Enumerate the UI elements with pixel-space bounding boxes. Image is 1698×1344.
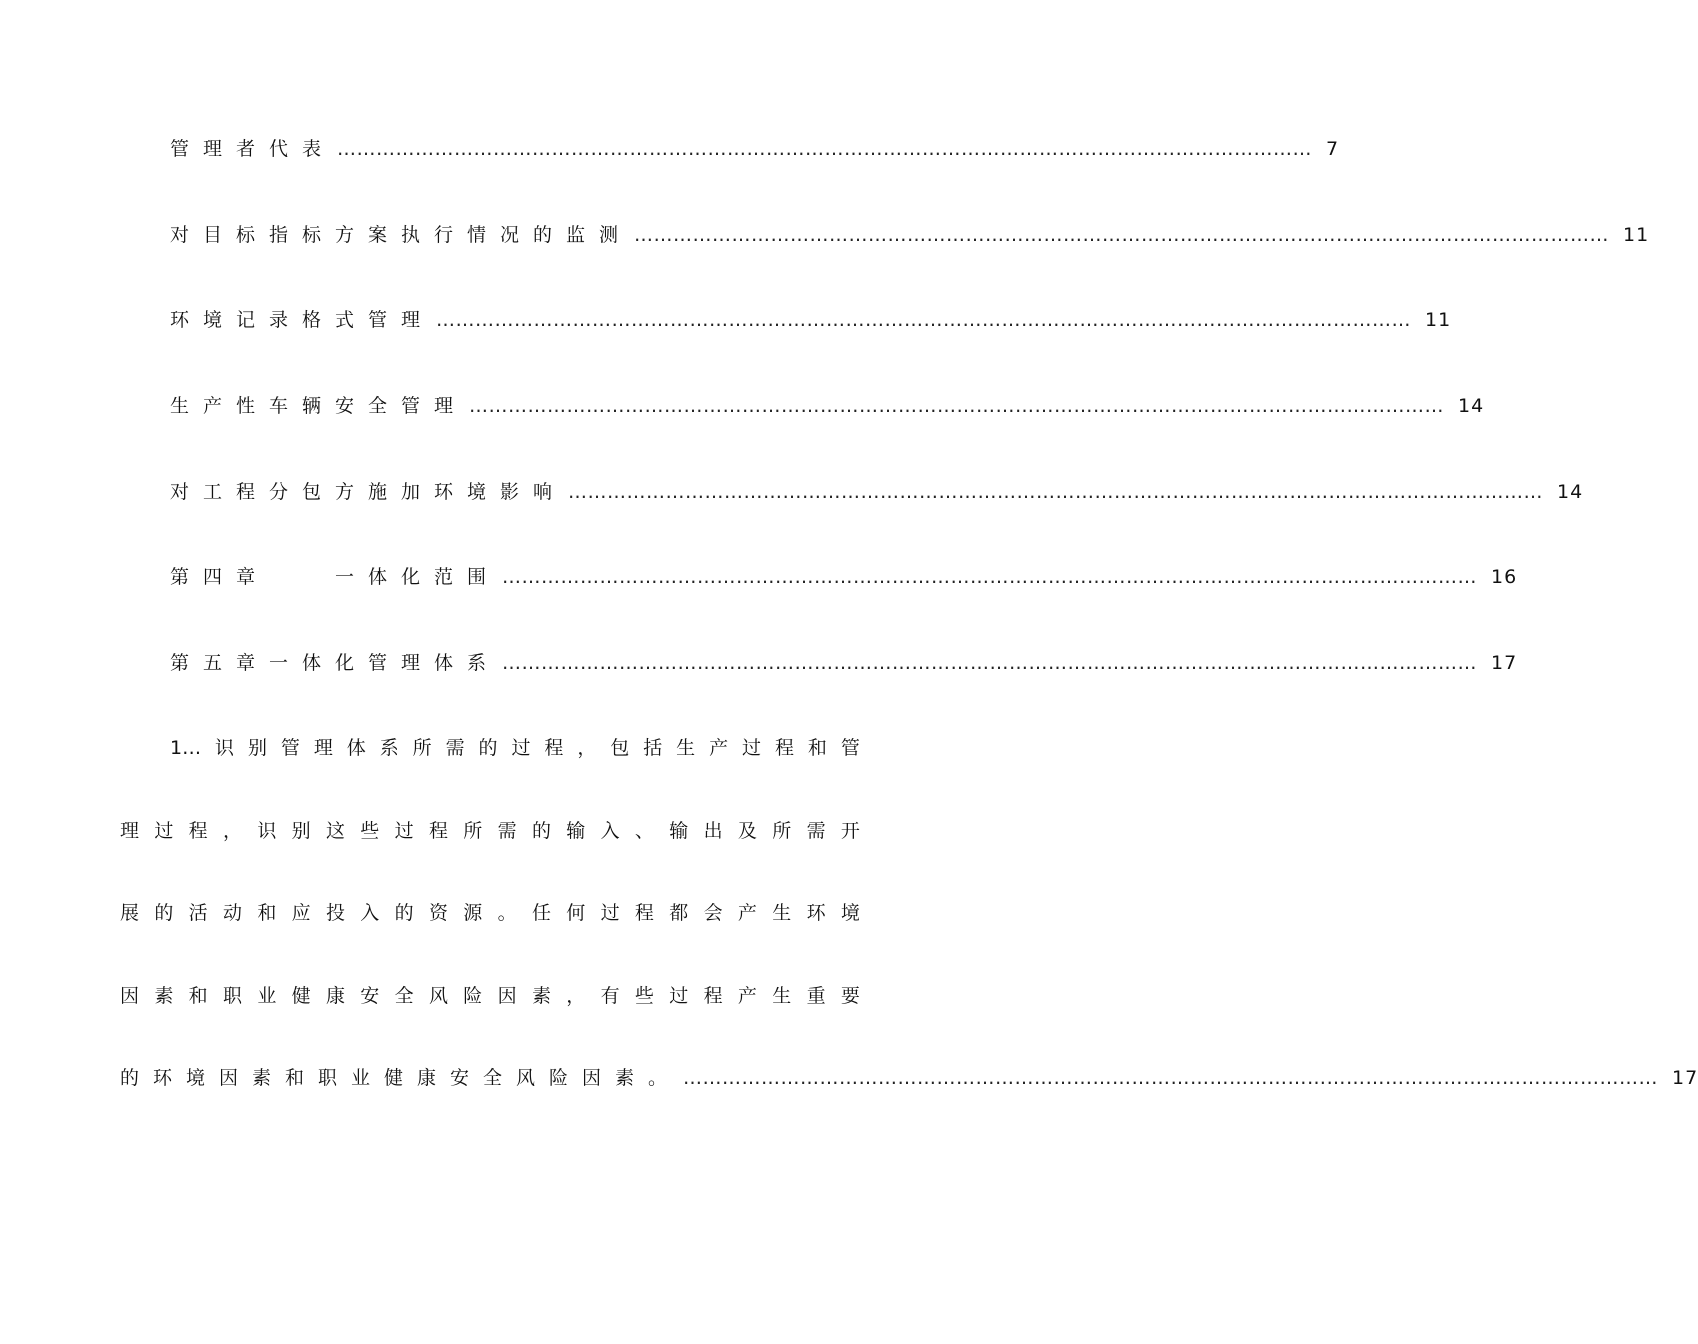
paragraph-char: 何 <box>566 902 586 924</box>
paragraph-char: 有 <box>600 985 620 1007</box>
paragraph-char: 别 <box>291 820 311 842</box>
toc-leader-dots: …………………………………………………………………………………………………………………………………… <box>568 481 1544 503</box>
paragraph-char: 程 <box>544 737 564 759</box>
paragraph-char: 程 <box>634 902 654 924</box>
paragraph-char: 因 <box>497 985 517 1007</box>
paragraph-char: 产 <box>737 902 757 924</box>
paragraph-char: 资 <box>428 902 448 924</box>
paragraph-char: 系 <box>379 737 399 759</box>
paragraph-char: 输 <box>566 820 586 842</box>
paragraph-char: 要 <box>840 985 860 1007</box>
paragraph-char: 健 <box>291 985 311 1007</box>
toc-entry[interactable] <box>170 307 1452 333</box>
toc-entry-page: 7 <box>1326 138 1340 160</box>
paragraph-char: 过 <box>511 737 531 759</box>
toc-leader-dots: …………………………………………………………………………………………………………………………………… <box>436 309 1412 331</box>
paragraph-char: 输 <box>669 820 689 842</box>
paragraph-char: 管 <box>840 737 860 759</box>
paragraph-char: 业 <box>257 985 277 1007</box>
paragraph-char: 些 <box>634 985 654 1007</box>
toc-entry[interactable] <box>170 650 1518 676</box>
paragraph-char: 理 <box>120 820 140 842</box>
paragraph-char: 风 <box>428 985 448 1007</box>
paragraph-char: 素 <box>531 985 551 1007</box>
paragraph-char: 投 <box>325 902 345 924</box>
paragraph-char: 入 <box>600 820 620 842</box>
paragraph-char: 理 <box>313 737 333 759</box>
toc-entry-title: 环境记录格式管理 <box>170 309 435 331</box>
paragraph-char: 都 <box>669 902 689 924</box>
paragraph-char: 会 <box>703 902 723 924</box>
toc-entry-page: 17 <box>1672 1067 1698 1089</box>
paragraph-char: 的 <box>154 902 174 924</box>
paragraph-line <box>120 900 860 926</box>
paragraph-char: 包 <box>610 737 630 759</box>
toc-entry-page: 11 <box>1425 309 1452 331</box>
paragraph-char: 生 <box>772 902 792 924</box>
toc-entry-last-line[interactable] <box>120 1065 1698 1091</box>
paragraph-char: 识 <box>257 820 277 842</box>
toc-entry[interactable] <box>170 222 1650 248</box>
paragraph-char: 体 <box>346 737 366 759</box>
paragraph-char: 管 <box>280 737 300 759</box>
paragraph-char: 开 <box>840 820 860 842</box>
paragraph-last-line: 的环境因素和职业健康安全风险因素。 <box>120 1067 682 1089</box>
toc-entry-title: 生产性车辆安全管理 <box>170 395 468 417</box>
paragraph-char: 过 <box>669 985 689 1007</box>
paragraph-char: 过 <box>742 737 762 759</box>
paragraph-char: 和 <box>807 737 827 759</box>
paragraph-line <box>170 735 860 761</box>
paragraph-char: 及 <box>737 820 757 842</box>
paragraph-char: 入 <box>360 902 380 924</box>
toc-entry-page: 17 <box>1491 652 1518 674</box>
paragraph-char: 所 <box>772 820 792 842</box>
paragraph-char: ， <box>566 985 586 1007</box>
paragraph-char: 任 <box>531 902 551 924</box>
paragraph-char: 1… <box>170 737 202 759</box>
paragraph-char: 这 <box>325 820 345 842</box>
paragraph-char: ， <box>577 737 597 759</box>
paragraph-char: 需 <box>497 820 517 842</box>
toc-leader-dots: …………………………………………………………………………………………………………………………………… <box>469 395 1445 417</box>
paragraph-line <box>120 818 860 844</box>
paragraph-char: ， <box>222 820 242 842</box>
paragraph-char: 程 <box>428 820 448 842</box>
toc-entry-title: 对工程分包方施加环境影响 <box>170 481 567 503</box>
paragraph-char: 应 <box>291 902 311 924</box>
paragraph-char: 展 <box>120 902 140 924</box>
toc-entry[interactable] <box>170 564 1518 590</box>
paragraph-char: 生 <box>772 985 792 1007</box>
paragraph-char: 识 <box>215 737 235 759</box>
toc-leader-dots: …………………………………………………………………………………………………………………………………… <box>683 1067 1659 1089</box>
paragraph-char: 所 <box>412 737 432 759</box>
paragraph-char: 和 <box>188 985 208 1007</box>
toc-leader-dots: …………………………………………………………………………………………………………………………………… <box>634 224 1610 246</box>
paragraph-char: 过 <box>600 902 620 924</box>
paragraph-char: 程 <box>703 985 723 1007</box>
paragraph-char: 产 <box>737 985 757 1007</box>
toc-entry-page: 11 <box>1623 224 1650 246</box>
paragraph-char: 素 <box>154 985 174 1007</box>
paragraph-char: 、 <box>634 820 654 842</box>
paragraph-char: 源 <box>463 902 483 924</box>
toc-entry-page: 16 <box>1491 566 1518 588</box>
paragraph-char: 重 <box>806 985 826 1007</box>
toc-entry-title: 第四章 一体化范围 <box>170 566 501 588</box>
paragraph-char: 所 <box>463 820 483 842</box>
paragraph-char: 职 <box>222 985 242 1007</box>
paragraph-char: 需 <box>806 820 826 842</box>
paragraph-line <box>120 983 860 1009</box>
toc-entry-page: 14 <box>1557 481 1584 503</box>
paragraph-char: 出 <box>703 820 723 842</box>
paragraph-char: 环 <box>806 902 826 924</box>
paragraph-char: 括 <box>643 737 663 759</box>
paragraph-char: 的 <box>394 902 414 924</box>
paragraph-char: 需 <box>445 737 465 759</box>
toc-entry-page: 14 <box>1458 395 1485 417</box>
toc-entry[interactable] <box>170 393 1485 419</box>
paragraph-char: 的 <box>478 737 498 759</box>
paragraph-char: 产 <box>709 737 729 759</box>
toc-entry-title: 第五章一体化管理体系 <box>170 652 501 674</box>
toc-entry[interactable] <box>170 479 1584 505</box>
toc-entry[interactable] <box>170 136 1340 162</box>
paragraph-char: 康 <box>325 985 345 1007</box>
paragraph-char: 全 <box>394 985 414 1007</box>
paragraph-char: 动 <box>222 902 242 924</box>
toc-leader-dots: …………………………………………………………………………………………………………………………………… <box>502 566 1478 588</box>
toc-leader-dots: …………………………………………………………………………………………………………………………………… <box>337 138 1313 160</box>
paragraph-char: 的 <box>531 820 551 842</box>
paragraph-char: 。 <box>497 902 517 924</box>
paragraph-char: 别 <box>247 737 267 759</box>
paragraph-char: 些 <box>360 820 380 842</box>
paragraph-char: 生 <box>676 737 696 759</box>
paragraph-char: 境 <box>840 902 860 924</box>
paragraph-char: 过 <box>154 820 174 842</box>
paragraph-char: 活 <box>188 902 208 924</box>
toc-leader-dots: …………………………………………………………………………………………………………………………………… <box>502 652 1478 674</box>
paragraph-char: 和 <box>257 902 277 924</box>
toc-entry-title: 对目标指标方案执行情况的监测 <box>170 224 633 246</box>
toc-entry-title: 管理者代表 <box>170 138 336 160</box>
paragraph-char: 过 <box>394 820 414 842</box>
paragraph-char: 程 <box>774 737 794 759</box>
paragraph-char: 安 <box>360 985 380 1007</box>
paragraph-char: 因 <box>120 985 140 1007</box>
paragraph-char: 程 <box>188 820 208 842</box>
paragraph-char: 险 <box>463 985 483 1007</box>
